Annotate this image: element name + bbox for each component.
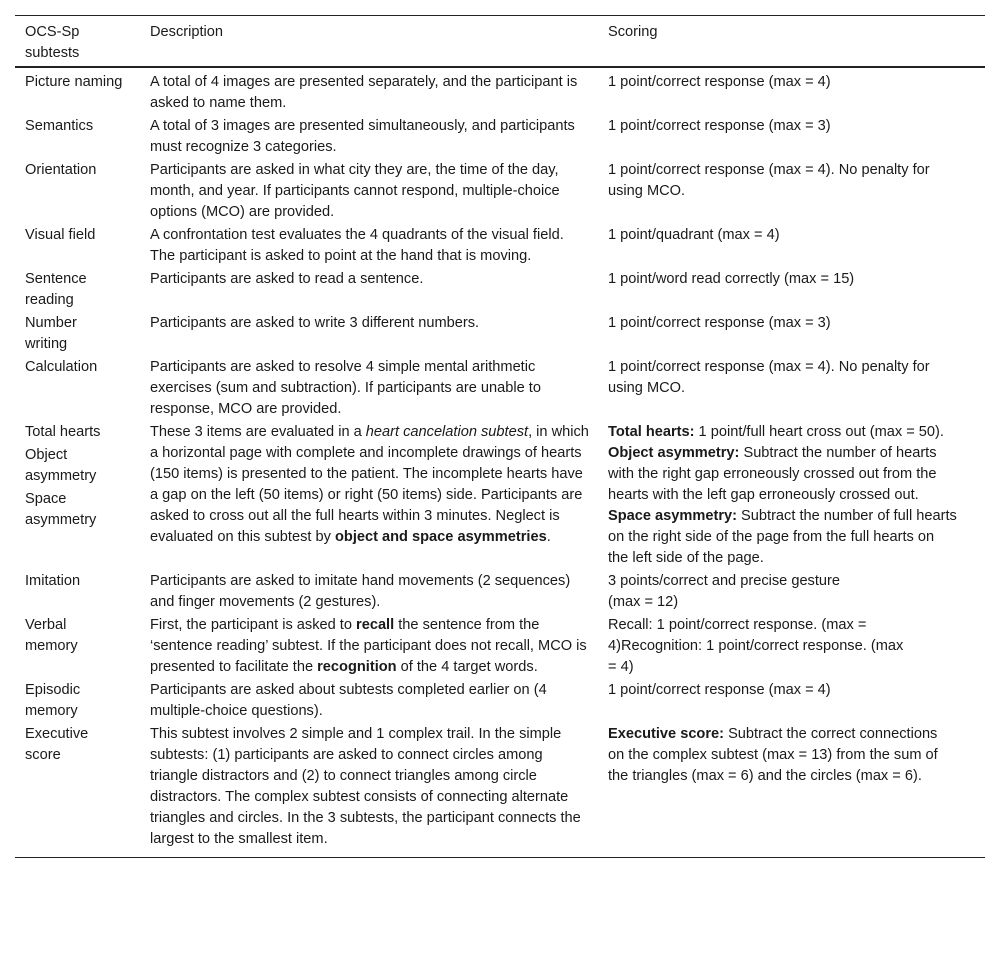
text: of the 4 target words. (396, 659, 538, 675)
table-row (15, 571, 985, 613)
row-description: This subtest involves 2 simple and 1 complex trail. In the simple subtests: (1) participants are asked to connect circles among triangle distractors and (2) to connect triangles among circle distractors. The complex subtest consists of connecting alternate triangles and circles. In the 3 subtests, the participant connects the largest to the smallest item. (150, 726, 581, 847)
table-row (15, 357, 985, 420)
text: , in which a horizontal page with complete and incomplete drawings of hearts (150 items) is presented to the patient. The incomplete hearts have a gap on the left (50 items) or right (50 items) side. Participants are asked to cross out all the full hearts within 3 minutes. Neglect is evaluated on this subtest by (150, 424, 589, 545)
text-bold: Total hearts: (608, 424, 695, 440)
text-bold: Object asymmetry: (608, 445, 740, 461)
header-scoring: Scoring (608, 24, 658, 40)
table-row (15, 313, 985, 355)
text-bold: Space asymmetry: (608, 508, 737, 524)
text-bold: recognition (317, 659, 397, 675)
table-row (15, 680, 985, 722)
row-subtest: Space asymmetry (25, 491, 97, 528)
table-header (15, 16, 985, 68)
row-subtest: Calculation (25, 359, 98, 375)
text: Subtract the number of full hearts on the right side of the page from the full hearts on the left side of the page. (608, 508, 957, 566)
hearts-description (141, 422, 608, 569)
row-subtest: Total hearts (25, 424, 101, 440)
hearts-scoring (608, 422, 968, 569)
header-description: Description (150, 24, 223, 40)
table-row (15, 116, 985, 158)
text-bold: Executive score: (608, 726, 725, 742)
table-row (15, 615, 985, 678)
row-description (141, 615, 608, 678)
row-scoring (608, 724, 968, 850)
row-subtest: Object asymmetry (25, 447, 97, 484)
text-bold: object and space asymmetries (334, 529, 547, 545)
text-italic: heart cancelation subtest (365, 424, 529, 440)
row-description: Participants are asked about subtests completed earlier on (4 multiple-choice questions). (150, 682, 547, 719)
row-description: Participants are asked in what city they are, the time of the day, month, and year. If participants cannot respond, multiple-choice options (MCO) are provided. (150, 162, 560, 220)
row-subtest: Imitation (25, 573, 81, 589)
table-row-hearts (15, 422, 985, 569)
text: 1 point/full heart cross out (max = 50). (694, 424, 944, 440)
row-description: Participants are asked to resolve 4 simple mental arithmetic exercises (sum and subtraction). If participants are unable to response, MCO are provided. (150, 359, 541, 417)
row-subtest: Sentence reading (25, 271, 87, 308)
header-subtests: OCS-Sp subtests (25, 24, 80, 61)
row-scoring: Recall: 1 point/correct response. (max = 4)Recognition: 1 point/correct response. (max = 4) (608, 617, 904, 675)
row-scoring: 1 point/word read correctly (max = 15) (608, 271, 855, 287)
row-scoring: 1 point/correct response (max = 4). No penalty for using MCO. (608, 162, 930, 199)
row-subtest: Episodic memory (25, 682, 81, 719)
ocs-table (15, 15, 985, 858)
text: Subtract the number of hearts with the right gap erroneously crossed out from the hearts with the left gap erroneously crossed out. (608, 445, 937, 503)
text: These 3 items are evaluated in a (150, 424, 366, 440)
row-description: A total of 4 images are presented separately, and the participant is asked to name them. (150, 74, 578, 111)
row-subtest: Picture naming (25, 74, 123, 90)
row-scoring: 1 point/correct response (max = 4). No penalty for using MCO. (608, 359, 930, 396)
row-description: Participants are asked to write 3 different numbers. (150, 315, 480, 331)
row-description: Participants are asked to imitate hand movements (2 sequences) and finger movements (2 gestures). (150, 573, 571, 610)
text: . (546, 529, 551, 545)
row-description: Participants are asked to read a sentence. (150, 271, 424, 287)
table-row (15, 72, 985, 114)
row-scoring: 1 point/correct response (max = 4) (608, 74, 831, 90)
row-subtest: Visual field (25, 227, 96, 243)
row-description: A total of 3 images are presented simultaneously, and participants must recognize 3 categories. (150, 118, 575, 155)
row-subtest: Verbal memory (25, 617, 78, 654)
table-body (15, 68, 985, 857)
table-row (15, 724, 985, 850)
row-subtest: Semantics (25, 118, 94, 134)
table-row (15, 160, 985, 223)
row-subtest: Orientation (25, 162, 97, 178)
text: the sentence from the ‘sentence reading’ subtest. If the participant does not recall, MCO is presented to facilitate the (150, 617, 587, 675)
row-scoring: 1 point/quadrant (max = 4) (608, 227, 780, 243)
row-description: A confrontation test evaluates the 4 quadrants of the visual field. The participant is asked to point at the hand that is moving. (150, 227, 564, 264)
text-bold: recall (356, 617, 395, 633)
row-scoring: 1 point/correct response (max = 3) (608, 315, 831, 331)
hearts-subtests (15, 422, 141, 569)
table-row (15, 225, 985, 267)
row-subtest: Executive score (25, 726, 89, 763)
table-row (15, 269, 985, 311)
row-scoring: 1 point/correct response (max = 4) (608, 682, 831, 698)
row-scoring: 1 point/correct response (max = 3) (608, 118, 831, 134)
row-subtest: Number writing (25, 315, 77, 352)
text: Subtract the correct connections on the complex subtest (max = 13) from the sum of the triangles (max = 6) and the circles (max = 6). (608, 726, 938, 784)
row-scoring: 3 points/correct and precise gesture (max = 12) (608, 573, 841, 610)
text: First, the participant is asked to (150, 617, 357, 633)
